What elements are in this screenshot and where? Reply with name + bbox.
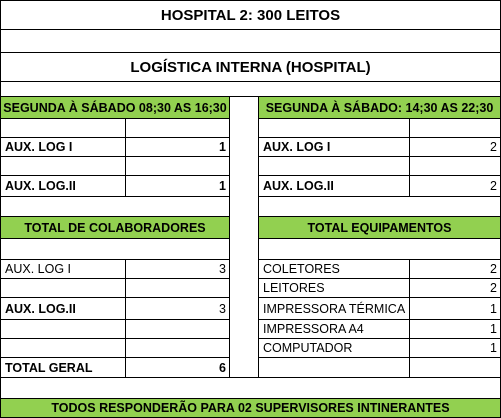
blank-cell: [258, 156, 410, 176]
blank-cell: [258, 118, 410, 138]
blank-cell: [409, 156, 501, 176]
left-shift-row-value: 1: [125, 137, 230, 157]
blank-cell: [0, 238, 230, 260]
right-shift-heading: SEGUNDA À SÁBADO: 14;30 AS 22;30: [258, 96, 501, 119]
equipment-row-label: COMPUTADOR: [258, 338, 410, 358]
right-shift-row-value: 2: [409, 175, 501, 197]
spacer-column: [229, 96, 259, 378]
hospital-title: HOSPITAL 2: 300 LEITOS: [0, 0, 501, 30]
staff-total-row-label: AUX. LOG.II: [0, 297, 126, 320]
equipment-total-heading: TOTAL EQUIPAMENTOS: [258, 216, 501, 239]
blank-cell: [0, 338, 126, 358]
equipment-row-value: 1: [409, 319, 501, 339]
blank-cell: [0, 278, 126, 298]
blank-row: [0, 377, 501, 399]
staff-total-heading: TOTAL DE COLABORADORES: [0, 216, 230, 239]
blank-cell: [125, 319, 230, 339]
grand-total-value: 6: [125, 357, 230, 378]
equipment-row-label: LEITORES: [258, 278, 410, 298]
left-shift-heading: SEGUNDA À SÁBADO 08;30 AS 16;30: [0, 96, 230, 119]
equipment-row-value: 1: [409, 297, 501, 320]
blank-cell: [0, 196, 230, 217]
blank-cell: [125, 278, 230, 298]
footer-note: TODOS RESPONDERÃO PARA 02 SUPERVISORES INTINERANTES: [0, 398, 501, 418]
blank-cell: [125, 338, 230, 358]
left-shift-row-label: AUX. LOG.II: [0, 175, 126, 197]
staff-total-row-label: AUX. LOG I: [0, 259, 126, 279]
left-shift-row-label: AUX. LOG I: [0, 137, 126, 157]
blank-cell: [125, 156, 230, 176]
blank-cell: [409, 357, 501, 378]
equipment-row-label: IMPRESSORA TÉRMICA: [258, 297, 410, 320]
right-shift-row-value: 2: [409, 137, 501, 157]
blank-cell: [0, 118, 126, 138]
equipment-row-value: 2: [409, 278, 501, 298]
left-shift-row-value: 1: [125, 175, 230, 197]
equipment-row-value: 1: [409, 338, 501, 358]
blank-cell: [0, 156, 126, 176]
right-shift-row-label: AUX. LOG I: [258, 137, 410, 157]
blank-row: [0, 81, 501, 97]
blank-cell: [258, 196, 501, 217]
equipment-row-label: COLETORES: [258, 259, 410, 279]
blank-cell: [409, 118, 501, 138]
blank-cell: [125, 118, 230, 138]
section-title: LOGÍSTICA INTERNA (HOSPITAL): [0, 52, 501, 82]
right-shift-row-label: AUX. LOG.II: [258, 175, 410, 197]
blank-row: [0, 29, 501, 53]
grand-total-label: TOTAL GERAL: [0, 357, 126, 378]
equipment-row-value: 2: [409, 259, 501, 279]
blank-cell: [258, 238, 501, 260]
staff-total-row-value: 3: [125, 259, 230, 279]
equipment-row-label: IMPRESSORA A4: [258, 319, 410, 339]
blank-cell: [258, 357, 410, 378]
blank-cell: [0, 319, 126, 339]
staff-total-row-value: 3: [125, 297, 230, 320]
